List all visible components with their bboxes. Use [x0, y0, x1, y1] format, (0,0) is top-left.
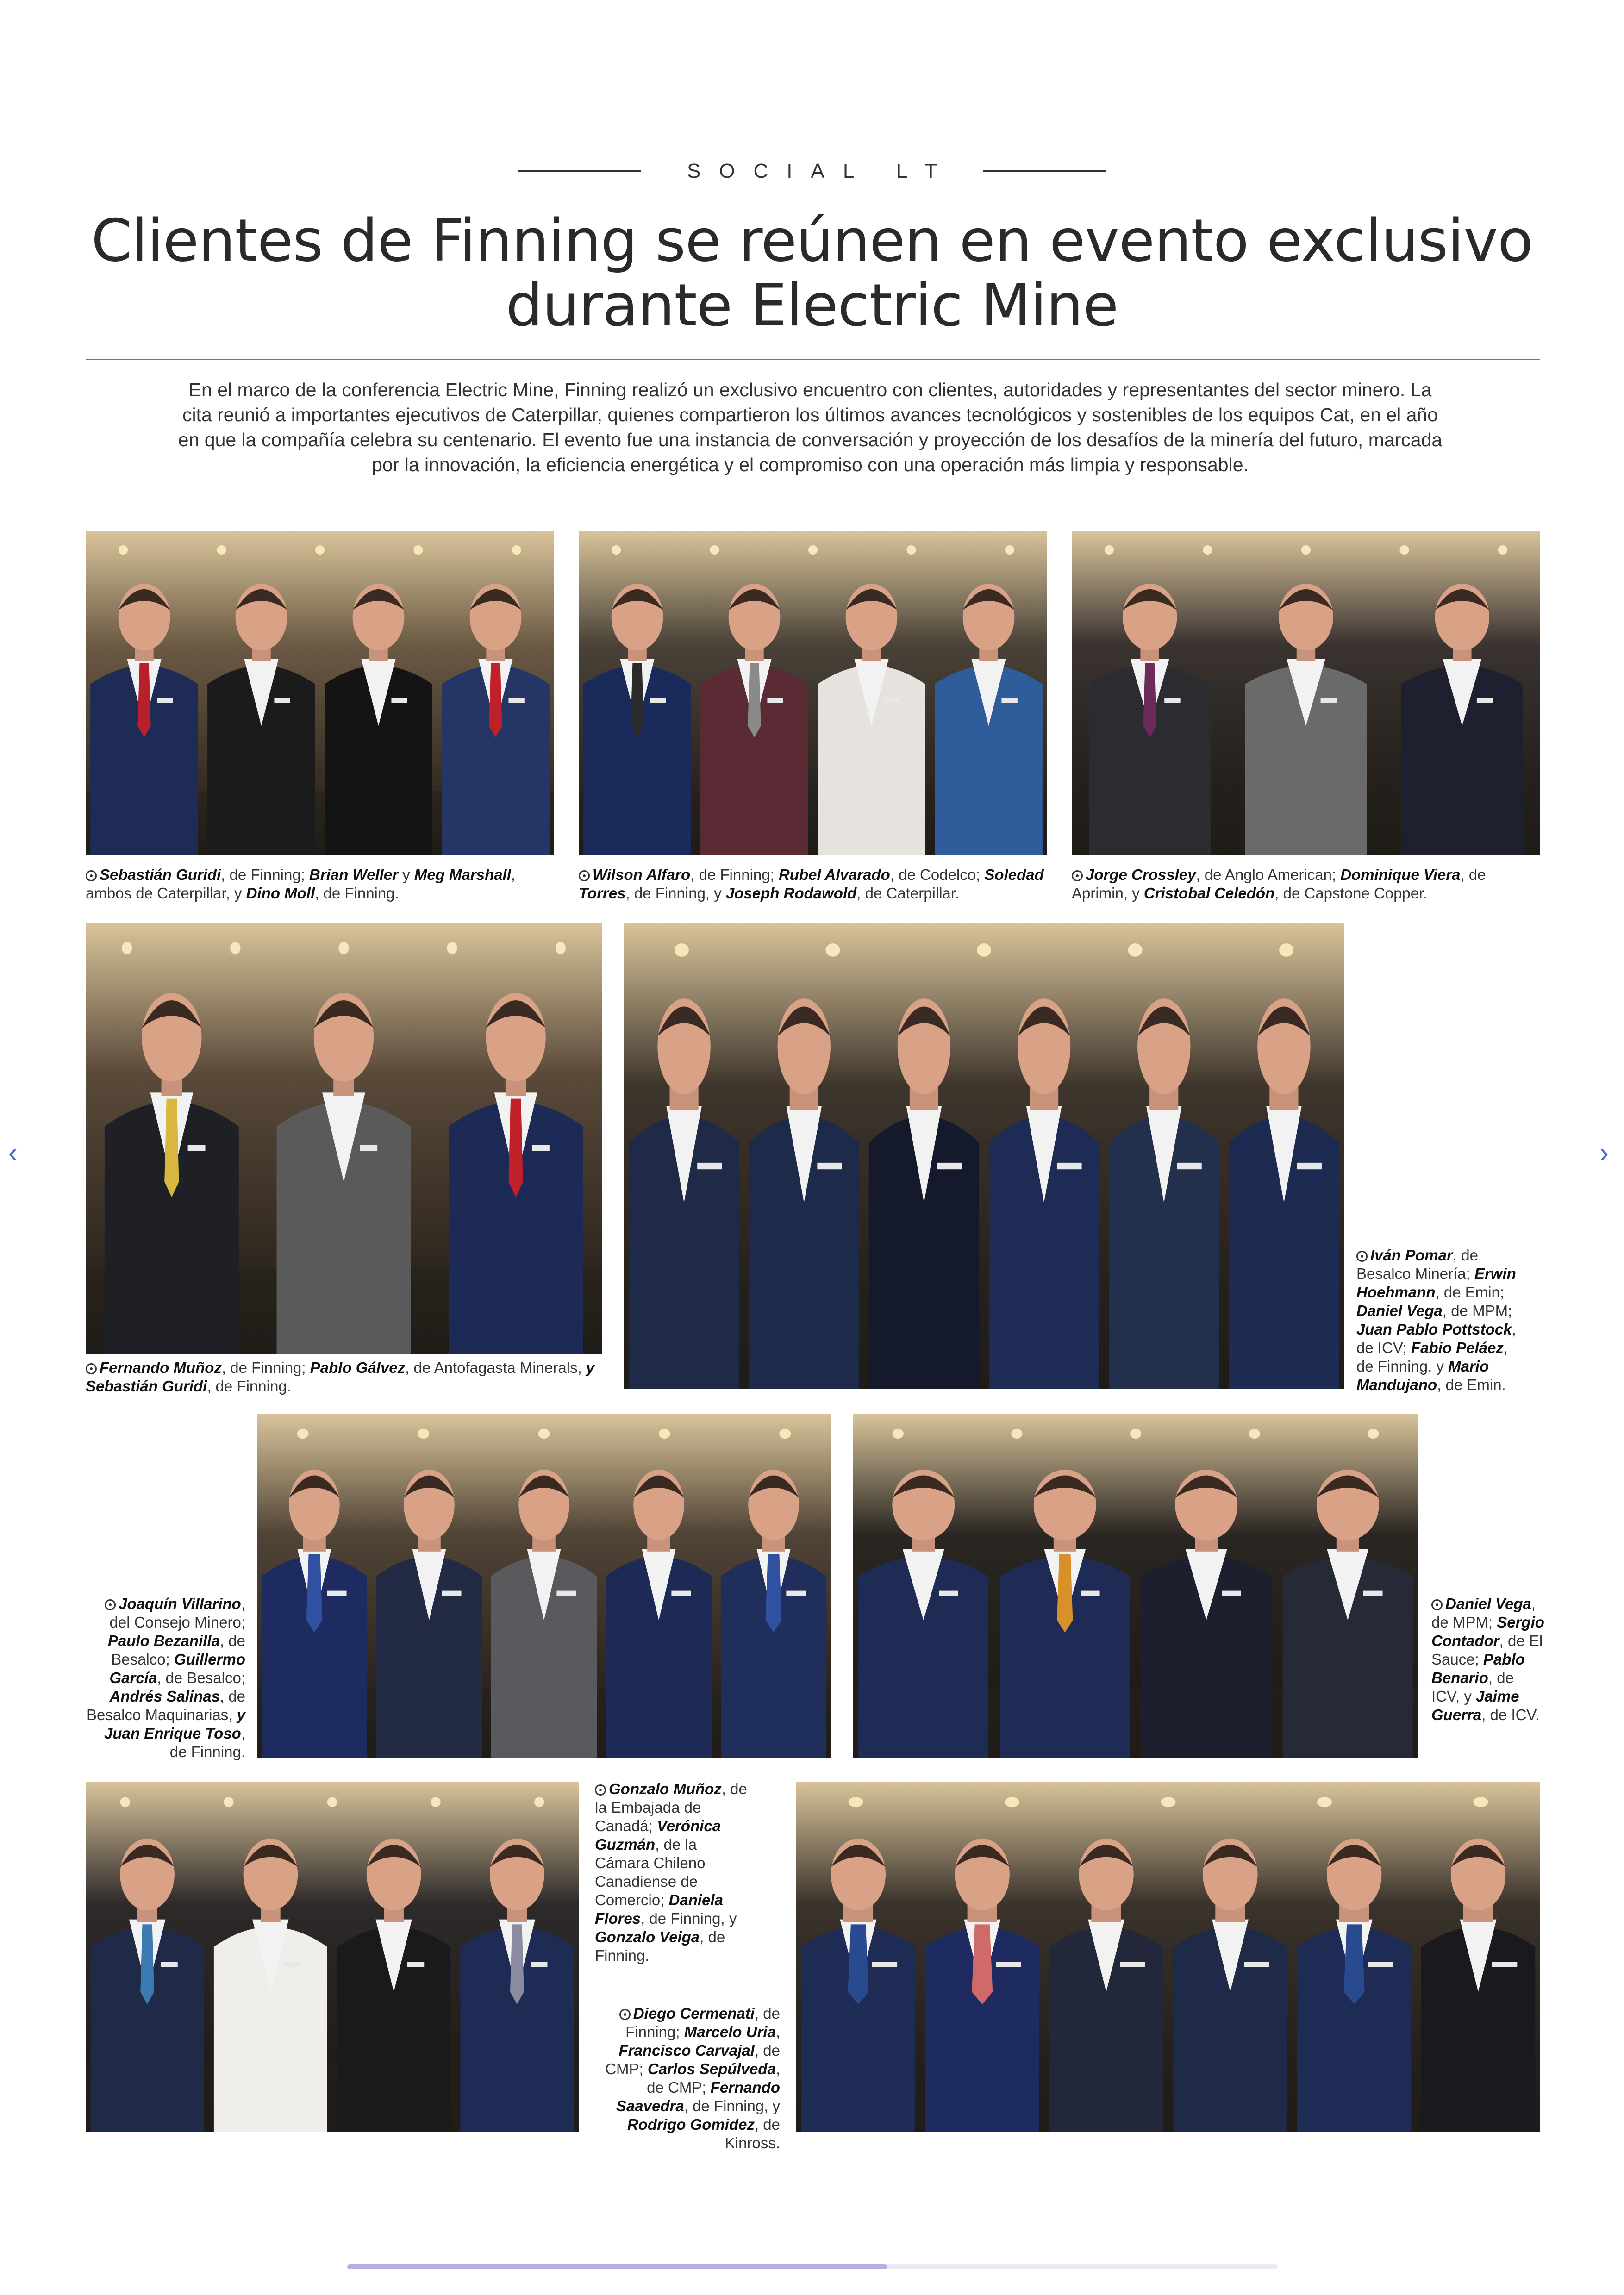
caption-text: , de CMP; [605, 2042, 780, 2077]
event-photo-2 [579, 531, 1047, 855]
ceiling-light [1130, 1429, 1141, 1439]
camera-icon [1431, 1599, 1443, 1610]
person-tie [489, 663, 502, 737]
ceiling-light [418, 1429, 429, 1439]
person-tie [1344, 1924, 1365, 2004]
ceiling-light [122, 942, 132, 954]
headline-divider [86, 359, 1540, 360]
ceiling-light [1249, 1429, 1260, 1439]
name-badge [360, 1145, 377, 1151]
caption-text: , de Finning, y [1356, 1339, 1508, 1375]
caption-text: , de El Sauce; [1431, 1632, 1543, 1668]
caption-text: , de Besalco Minería; [1356, 1247, 1478, 1282]
caption-text: , de Caterpillar. [856, 885, 960, 902]
caption-name: Joaquín Villarino [119, 1595, 241, 1612]
ceiling-light [338, 942, 349, 954]
ceiling-light [534, 1797, 544, 1807]
caption-name: Brian Weller [309, 866, 398, 883]
event-photo-9 [796, 1782, 1540, 2132]
caption-text: , de CMP; [647, 2060, 780, 2096]
ceiling-light [675, 943, 689, 957]
name-badge [532, 1145, 550, 1151]
ceiling-light [512, 545, 521, 555]
caption-name: Dino Moll [246, 885, 315, 902]
name-badge [157, 698, 173, 703]
ceiling-light [1317, 1797, 1332, 1807]
ceiling-light [779, 1429, 791, 1439]
event-photo-8 [86, 1782, 579, 2132]
camera-icon [1356, 1251, 1368, 1262]
caption-name: Sergio Contador [1431, 1614, 1544, 1649]
person-tie [509, 1099, 523, 1197]
person-tie [972, 1924, 993, 2004]
caption-name: Fabio Peláez [1411, 1339, 1504, 1356]
ceiling-light [538, 1429, 550, 1439]
caption-name: Pablo Gálvez [310, 1359, 406, 1376]
name-badge [884, 698, 900, 703]
caption-name: Carlos Sepúlveda [647, 2060, 776, 2077]
camera-icon [1072, 870, 1083, 881]
photo-caption-9 [590, 2004, 780, 2152]
caption-name: Gonzalo Muñoz [609, 1780, 722, 1797]
ceiling-light [1128, 943, 1143, 957]
person-tie [631, 663, 643, 737]
caption-name: Joseph Rodawold [725, 885, 857, 902]
name-badge [442, 1591, 461, 1596]
caption-text: , de ICV, y [1431, 1669, 1514, 1705]
person-tie [137, 663, 150, 737]
caption-text: , de Antofagasta Minerals, [405, 1359, 586, 1376]
event-photo-5 [624, 923, 1344, 1389]
caption-text: y [398, 866, 414, 883]
caption-text: , de ICV; [1356, 1321, 1516, 1356]
photo-caption-4 [86, 1359, 602, 1396]
photo-canvas [624, 923, 1344, 1389]
ceiling-light [1105, 545, 1114, 555]
ceiling-light [825, 943, 840, 957]
caption-text: , de Finning. [207, 1378, 291, 1395]
camera-icon [595, 1784, 606, 1796]
name-badge [817, 1163, 842, 1169]
photo-canvas [86, 531, 554, 855]
ceiling-light [1498, 545, 1507, 555]
person-tie [1057, 1554, 1073, 1633]
photo-canvas [257, 1414, 831, 1758]
caption-text: , de Finning; [690, 866, 779, 883]
name-badge [1321, 698, 1337, 703]
ceiling-light [1368, 1429, 1379, 1439]
caption-name: Mario Mandujano [1356, 1358, 1489, 1393]
camera-icon [105, 1599, 116, 1610]
caption-text: , de Finning. [315, 885, 399, 902]
ceiling-light [230, 942, 240, 954]
event-photo-6 [257, 1414, 831, 1758]
photo-caption-6 [86, 1595, 245, 1761]
event-photo-3 [1072, 531, 1540, 855]
name-badge [508, 698, 524, 703]
name-badge [1120, 1962, 1145, 1967]
photo-caption-2 [579, 866, 1047, 903]
photo-caption-8 [595, 1780, 755, 1965]
section-kicker [0, 160, 1624, 183]
caption-text: , de MPM; [1431, 1595, 1536, 1631]
name-badge [872, 1962, 897, 1967]
name-badge [1297, 1163, 1322, 1169]
name-badge [1477, 698, 1493, 703]
ceiling-light [1005, 1797, 1019, 1807]
person-tie [164, 1099, 179, 1197]
name-badge [937, 1163, 962, 1169]
name-badge [327, 1591, 346, 1596]
caption-name: Daniela Flores [595, 1891, 723, 1927]
camera-icon [86, 870, 97, 881]
name-badge [1368, 1962, 1393, 1967]
caption-text: , de la Cámara Chileno Canadiense de Comercio; [595, 1836, 706, 1908]
caption-text: , de Finning; [625, 2005, 780, 2040]
caption-name: Andrés Salinas [109, 1688, 220, 1705]
name-badge [284, 1962, 301, 1967]
ceiling-light [848, 1797, 863, 1807]
ceiling-light [1161, 1797, 1175, 1807]
caption-name: Marcelo Uria [684, 2023, 776, 2040]
ceiling-light [808, 545, 818, 555]
name-badge [1492, 1962, 1518, 1967]
name-badge [1081, 1591, 1100, 1596]
caption-name: Cristobal Celedón [1143, 885, 1275, 902]
caption-text: , de Codelco; [890, 866, 985, 883]
caption-text: , de Finning; [221, 866, 310, 883]
caption-name: Fernando Saavedra [616, 2079, 780, 2114]
caption-text: , de Finning, y [641, 1910, 737, 1927]
name-badge [407, 1962, 424, 1967]
ceiling-light [447, 942, 457, 954]
caption-name: Pablo Benario [1431, 1651, 1525, 1686]
photo-caption-7 [1431, 1595, 1545, 1724]
caption-text: , de Capstone Copper. [1274, 885, 1428, 902]
caption-text: , de MPM; [1442, 1302, 1512, 1319]
chevron-left-icon: ‹ [8, 1137, 18, 1168]
ceiling-light [431, 1797, 441, 1807]
caption-name: Diego Cermenati [633, 2005, 755, 2022]
name-badge [1164, 698, 1180, 703]
ceiling-light [977, 943, 991, 957]
ceiling-light [413, 545, 423, 555]
caption-text: , del Consejo Minero; [109, 1595, 245, 1631]
person-tie [1143, 663, 1156, 737]
caption-name: Wilson Alfaro [593, 866, 691, 883]
name-badge [1363, 1591, 1383, 1596]
ceiling-light [119, 545, 128, 555]
prev-page-button[interactable] [8, 1136, 18, 1168]
photo-canvas [796, 1782, 1540, 2132]
name-badge [188, 1145, 206, 1151]
caption-text: , de Finning. [169, 1725, 245, 1760]
ceiling-light [1011, 1429, 1022, 1439]
ceiling-light [659, 1429, 670, 1439]
caption-text: , de Besalco Maquinarias, [86, 1688, 245, 1723]
event-photo-7 [853, 1414, 1418, 1758]
reading-progress-fill [347, 2264, 887, 2269]
photo-canvas [86, 923, 602, 1354]
ceiling-light [556, 942, 566, 954]
name-badge [1057, 1163, 1082, 1169]
photo-canvas [579, 531, 1047, 855]
name-badge [161, 1962, 178, 1967]
photo-caption-5 [1356, 1246, 1523, 1394]
caption-text: , de Finning; [221, 1359, 310, 1376]
caption-text: , de Finning. [595, 1928, 725, 1964]
caption-name: Jaime Guerra [1431, 1688, 1519, 1723]
name-badge [767, 698, 783, 703]
name-badge [1177, 1163, 1202, 1169]
caption-text: , de Aprimin, y [1072, 866, 1486, 902]
caption-text: , ambos de Caterpillar, y [86, 866, 516, 902]
camera-icon [579, 870, 590, 881]
event-photo-4 [86, 923, 602, 1354]
person-tie [140, 1924, 154, 2004]
photo-canvas [853, 1414, 1418, 1758]
name-badge [1222, 1591, 1241, 1596]
person-tie [848, 1924, 868, 2004]
chevron-right-icon: › [1599, 1137, 1609, 1168]
caption-name: Gonzalo Veiga [595, 1928, 700, 1946]
name-badge [391, 698, 407, 703]
caption-name: Fernando Muñoz [100, 1359, 222, 1376]
name-badge [786, 1591, 806, 1596]
caption-text: , de Emin; [1435, 1284, 1505, 1301]
caption-name: Juan Pablo Pottstock [1356, 1321, 1512, 1338]
caption-name: Daniel Vega [1356, 1302, 1443, 1319]
caption-name: Guillermo García [109, 1651, 245, 1686]
ceiling-light [1473, 1797, 1488, 1807]
caption-name: Sebastián Guridi [100, 866, 221, 883]
caption-text: , de Emin. [1437, 1376, 1506, 1393]
caption-text: , de ICV. [1481, 1706, 1540, 1723]
person-tie [766, 1554, 782, 1633]
name-badge [996, 1962, 1021, 1967]
name-badge [697, 1163, 722, 1169]
person-tie [748, 663, 761, 737]
ceiling-light [217, 545, 226, 555]
ceiling-light [315, 545, 325, 555]
caption-name: y Juan Enrique Toso [104, 1706, 245, 1742]
caption-name: Rodrigo Gomidez [627, 2116, 755, 2133]
photo-canvas [86, 1782, 579, 2132]
ceiling-light [1399, 545, 1409, 555]
caption-text: , [775, 2023, 780, 2040]
caption-name: Francisco Carvajal [618, 2042, 755, 2059]
person-tie [306, 1554, 323, 1633]
caption-text: , de Besalco; [111, 1632, 245, 1668]
caption-text: , de la Embajada de Canadá; [595, 1780, 747, 1834]
name-badge [939, 1591, 958, 1596]
ceiling-light [327, 1797, 337, 1807]
person-tie [510, 1924, 524, 2004]
name-badge [671, 1591, 691, 1596]
caption-text: , de Besalco; [157, 1669, 245, 1686]
caption-name: Iván Pomar [1370, 1247, 1453, 1264]
ceiling-light [224, 1797, 233, 1807]
name-badge [1244, 1962, 1269, 1967]
camera-icon [86, 1363, 97, 1374]
caption-name: Verónica Guzmán [595, 1817, 721, 1853]
headline: Clientes de Finning se reúnen en evento exclusivo durante Electric Mine [91, 206, 1533, 339]
caption-text: , de Finning, y [625, 885, 726, 902]
caption-text: , de Kinross. [725, 2116, 780, 2152]
caption-name: Meg Marshall [414, 866, 511, 883]
caption-name: y Sebastián Guridi [86, 1359, 595, 1395]
camera-icon [619, 2009, 631, 2020]
ceiling-light [906, 545, 916, 555]
ceiling-light [1279, 943, 1293, 957]
caption-text: , de Finning, y [684, 2097, 780, 2114]
caption-name: Rubel Alvarado [778, 866, 890, 883]
ceiling-light [120, 1797, 130, 1807]
ceiling-light [1005, 545, 1014, 555]
lead-paragraph: En el marco de la conferencia Electric Mine, Finning realizó un exclusivo encuentro con clientes, autoridades y representantes del sector minero. La cita reunió a importantes ejecutivos de Caterpillar, quienes compartieron los últimos avances tecnológicos y sostenibles de los equipos Cat, en el año en que la compañía celebra su centenario. El evento fue una instancia de conversación y proyección de los desafíos de la minería del futuro, marcada por la innovación, la eficiencia energética y el compromiso con una operación más limpia y responsable. [178, 379, 1443, 475]
next-page-button[interactable] [1599, 1136, 1609, 1168]
caption-name: Paulo Bezanilla [107, 1632, 220, 1649]
ceiling-light [710, 545, 719, 555]
caption-name: Jorge Crossley [1086, 866, 1196, 883]
name-badge [650, 698, 666, 703]
caption-name: Soledad Torres [579, 866, 1044, 902]
section-label: SOCIAL LT [687, 160, 956, 182]
caption-name: Dominique Viera [1340, 866, 1461, 883]
photo-caption-3 [1072, 866, 1540, 903]
caption-name: Erwin Hoehmann [1356, 1265, 1516, 1301]
name-badge [531, 1962, 547, 1967]
name-badge [1001, 698, 1017, 703]
name-badge [556, 1591, 576, 1596]
ceiling-light [612, 545, 621, 555]
kicker-rule-left [518, 170, 641, 172]
event-photo-1 [86, 531, 554, 855]
ceiling-light [297, 1429, 309, 1439]
kicker-rule-right [983, 170, 1106, 172]
ceiling-light [1301, 545, 1311, 555]
caption-name: Daniel Vega [1445, 1595, 1531, 1612]
caption-text: , de Anglo American; [1196, 866, 1341, 883]
ceiling-light [893, 1429, 904, 1439]
photo-caption-1 [86, 866, 554, 903]
name-badge [274, 698, 290, 703]
reading-progress-bar[interactable] [347, 2264, 1278, 2269]
ceiling-light [1203, 545, 1212, 555]
photo-canvas [1072, 531, 1540, 855]
